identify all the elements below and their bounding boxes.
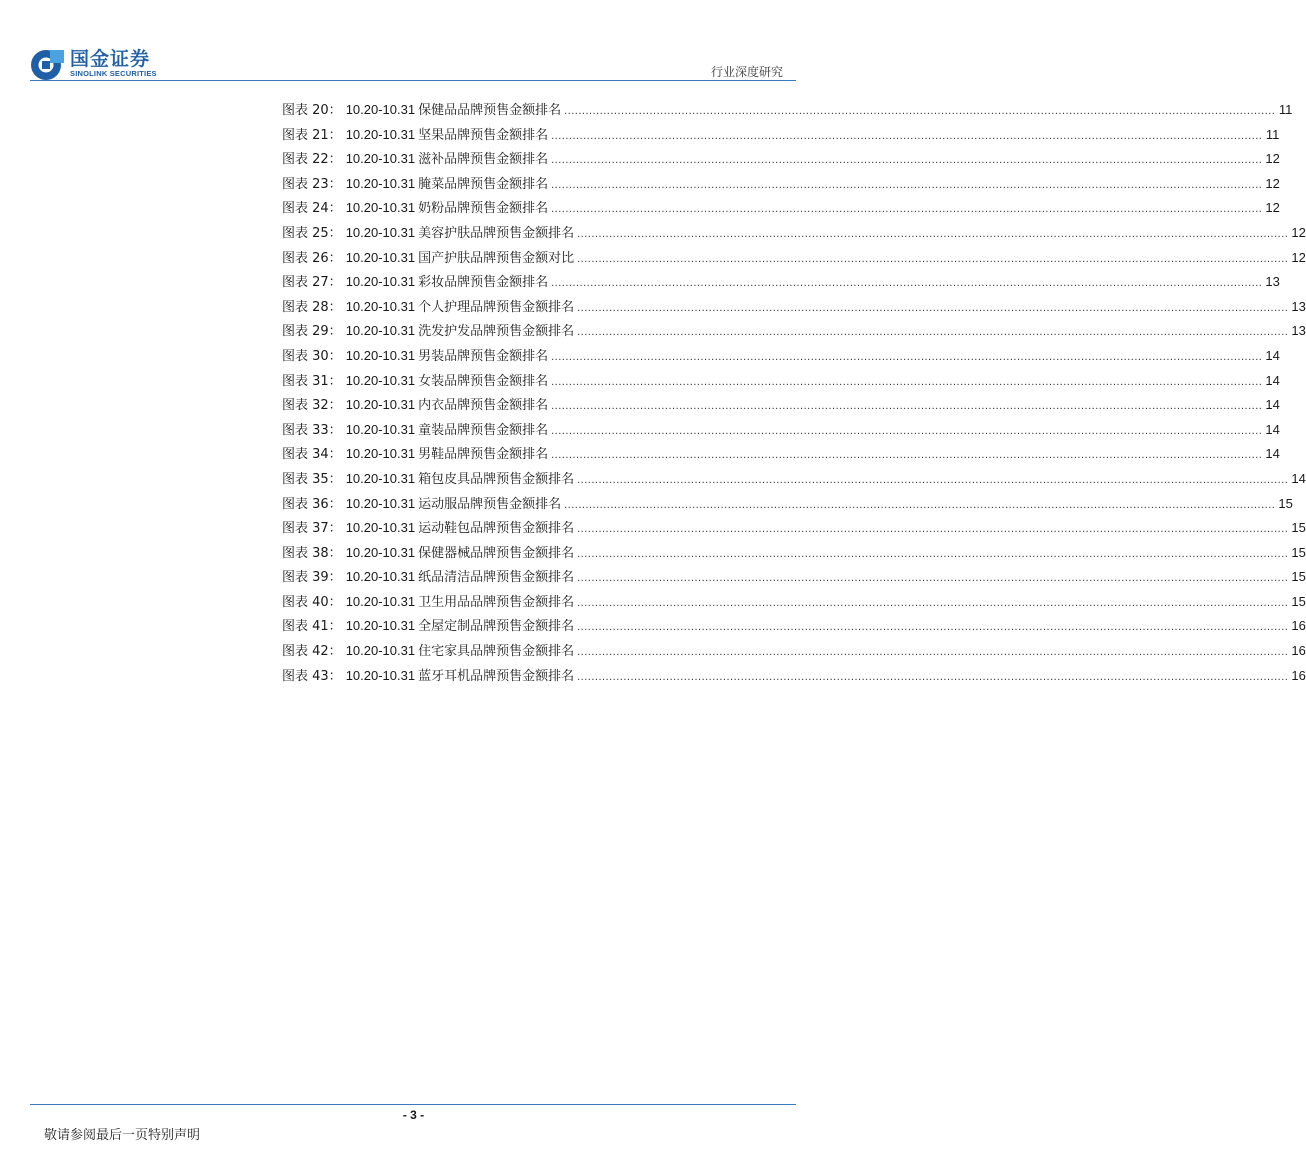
toc-entry[interactable] [282,147,1280,172]
toc-entry-page-number: 11 [1265,126,1280,142]
toc-entry-label: 图表 39： [282,570,342,586]
toc-entry-label: 图表 33： [282,422,342,438]
toc-entry-date-range: 10.20-10.31 [345,520,416,536]
page-number: - 3 - [402,1108,425,1122]
toc-entry-date-range: 10.20-10.31 [345,274,416,290]
toc-entry-title: 纸品清洁品牌预售金额排名 [418,570,575,586]
toc-entry-date-range: 10.20-10.31 [345,126,416,142]
toc-entry-page-number: 13 [1265,274,1280,290]
brand-name-en: SINOLINK SECURITIES [70,69,157,78]
toc-entry-page-number: 15 [1291,520,1306,536]
toc-entry-page-number: 12 [1265,200,1280,216]
toc-entry[interactable] [282,639,1306,664]
toc-entry-date-range: 10.20-10.31 [345,446,416,462]
toc-entry-title: 内衣品牌预售金额排名 [418,398,549,414]
toc-entry-date-range: 10.20-10.31 [345,470,416,486]
toc-entry-label: 图表 20： [282,103,342,118]
toc-entry[interactable] [282,492,1293,517]
toc-entry-page-number: 15 [1291,544,1306,560]
toc-entry-title: 运动服品牌预售金额排名 [418,496,562,512]
toc-entry-label: 图表 36： [282,496,342,512]
brand-name-cn: 国金证券 [70,48,151,70]
disclaimer: 敬请参阅最后一页特别声明 [44,1128,201,1143]
toc-entry-date-range: 10.20-10.31 [345,323,416,339]
toc-entry-label: 图表 34： [282,447,342,463]
toc-entry-date-range: 10.20-10.31 [345,372,416,388]
toc-entry-label: 图表 21： [282,127,342,143]
toc-entry-label: 图表 35： [282,471,342,487]
toc-dot-leader: ........................................................................................................................................................................................................ [577,523,1289,536]
toc-entry-title: 腌菜品牌预售金额排名 [418,176,549,192]
toc-entry-label: 图表 30： [282,348,342,364]
toc-entry[interactable] [282,196,1280,221]
toc-entry[interactable] [282,295,1306,320]
toc-entry-date-range: 10.20-10.31 [345,667,416,683]
toc-entry-label: 图表 32： [282,398,342,414]
toc-entry-page-number: 16 [1291,618,1306,634]
toc-dot-leader: ........................................................................................................................................................................................................ [551,277,1263,290]
toc-entry-title: 彩妆品牌预售金额排名 [418,275,549,291]
toc-entry-label: 图表 26： [282,250,342,266]
toc-entry-date-range: 10.20-10.31 [345,618,416,634]
toc-entry-date-range: 10.20-10.31 [345,224,416,240]
toc-entry-label: 图表 29： [282,324,342,340]
toc-entry-title: 奶粉品牌预售金额排名 [418,201,549,217]
toc-entry-page-number: 15 [1291,569,1306,585]
toc-dot-leader: ........................................................................................................................................................................................................ [577,473,1289,486]
toc-entry-title: 美容护肤品牌预售金额排名 [418,225,575,241]
toc-entry-date-range: 10.20-10.31 [345,102,416,117]
toc-entry-page-number: 14 [1265,446,1280,462]
toc-entry-date-range: 10.20-10.31 [345,643,416,659]
page-header [0,0,827,80]
sinolink-logo-icon [30,48,66,81]
toc-entry-title: 全屋定制品牌预售金额排名 [418,619,575,635]
toc-entry-page-number: 15 [1278,495,1293,511]
toc-entry-date-range: 10.20-10.31 [345,397,416,413]
toc-entry-label: 图表 31： [282,373,342,389]
toc-entry-date-range: 10.20-10.31 [345,347,416,363]
toc-entry-page-number: 14 [1265,347,1280,363]
toc-entry[interactable] [282,369,1280,394]
toc-entry-title: 卫生用品品牌预售金额排名 [418,594,575,610]
toc-entry[interactable] [282,344,1280,369]
toc-entry-date-range: 10.20-10.31 [345,569,416,585]
toc-dot-leader: ........................................................................................................................................................................................................ [577,670,1289,683]
toc-entry-label: 图表 24： [282,201,342,217]
toc-dot-leader: ........................................................................................................................................................................................................ [551,154,1263,167]
toc-entry-label: 图表 23： [282,176,342,192]
toc-entry[interactable] [282,319,1306,344]
toc-dot-leader: ........................................................................................................................................................................................................ [577,547,1289,560]
toc-entry-page-number: 15 [1291,593,1306,609]
toc-entry-title: 保健品品牌预售金额排名 [418,103,562,118]
toc-dot-leader: ........................................................................................................................................................................................................ [551,350,1263,363]
toc-entry-label: 图表 42： [282,644,342,660]
toc-entry[interactable] [282,98,1293,123]
toc-entry[interactable] [282,467,1306,492]
toc-entry[interactable] [282,614,1306,639]
figure-list [282,98,1306,688]
toc-entry-page-number: 12 [1291,249,1306,265]
toc-entry-label: 图表 27： [282,275,342,291]
toc-entry-page-number: 12 [1291,224,1306,240]
toc-entry-page-number: 12 [1265,175,1280,191]
toc-dot-leader: ........................................................................................................................................................................................................ [577,621,1289,634]
toc-entry-page-number: 14 [1291,470,1306,486]
toc-entry-date-range: 10.20-10.31 [345,421,416,437]
toc-entry-title: 箱包皮具品牌预售金额排名 [418,471,575,487]
toc-entry-title: 国产护肤品牌预售金额对比 [418,250,575,266]
toc-entry-page-number: 14 [1265,397,1280,413]
toc-dot-leader: ........................................................................................................................................................................................................ [551,400,1263,413]
toc-dot-leader: ........................................................................................................................................................................................................ [551,424,1263,437]
toc-dot-leader: ........................................................................................................................................................................................................ [577,252,1289,265]
toc-entry-title: 童装品牌预售金额排名 [418,422,549,438]
toc-entry-label: 图表 43： [282,668,342,684]
toc-dot-leader: ........................................................................................................................................................................................................ [577,646,1289,659]
toc-entry-date-range: 10.20-10.31 [345,249,416,265]
toc-entry-title: 蓝牙耳机品牌预售金额排名 [418,668,575,684]
toc-entry-label: 图表 38： [282,545,342,561]
toc-entry-title: 保健器械品牌预售金额排名 [418,545,575,561]
toc-entry-page-number: 12 [1265,151,1280,167]
toc-entry-page-number: 16 [1291,643,1306,659]
toc-entry-date-range: 10.20-10.31 [345,151,416,167]
toc-entry-label: 图表 28： [282,299,342,315]
toc-entry-title: 滋补品牌预售金额排名 [418,152,549,168]
toc-entry[interactable] [282,172,1280,197]
toc-entry-date-range: 10.20-10.31 [345,544,416,560]
toc-entry-date-range: 10.20-10.31 [345,298,416,314]
toc-dot-leader: ........................................................................................................................................................................................................ [551,129,1263,142]
toc-entry-date-range: 10.20-10.31 [345,495,416,511]
toc-dot-leader: ........................................................................................................................................................................................................ [551,449,1263,462]
toc-entry-date-range: 10.20-10.31 [345,593,416,609]
toc-entry[interactable] [282,565,1306,590]
toc-dot-leader: ........................................................................................................................................................................................................ [551,178,1263,191]
toc-entry-page-number: 14 [1265,372,1280,388]
footer-divider [30,1104,796,1105]
toc-entry[interactable] [282,418,1280,443]
header-divider [30,80,796,81]
toc-entry-page-number: 11 [1278,102,1293,117]
toc-entry-title: 男装品牌预售金额排名 [418,348,549,364]
toc-entry-page-number: 13 [1291,323,1306,339]
toc-entry[interactable] [282,123,1280,148]
toc-dot-leader: ........................................................................................................................................................................................................ [577,227,1289,240]
toc-entry-label: 图表 37： [282,521,342,537]
toc-entry[interactable] [282,221,1306,246]
toc-entry-title: 运动鞋包品牌预售金额排名 [418,521,575,537]
toc-entry-label: 图表 40： [282,594,342,610]
toc-entry-label: 图表 25： [282,225,342,241]
toc-entry-title: 洗发护发品牌预售金额排名 [418,324,575,340]
toc-entry-title: 个人护理品牌预售金额排名 [418,299,575,315]
toc-dot-leader: ........................................................................................................................................................................................................ [577,572,1289,585]
toc-entry-page-number: 14 [1265,421,1280,437]
toc-entry-title: 住宅家具品牌预售金额排名 [418,644,575,660]
toc-entry[interactable] [282,442,1280,467]
toc-dot-leader: ........................................................................................................................................................................................................ [564,498,1276,511]
toc-dot-leader: ........................................................................................................................................................................................................ [577,596,1289,609]
toc-entry-label: 图表 22： [282,152,342,168]
toc-entry[interactable] [282,393,1280,418]
toc-dot-leader: ........................................................................................................................................................................................................ [551,203,1263,216]
toc-dot-leader: ........................................................................................................................................................................................................ [577,301,1289,314]
report-type: 行业深度研究 [710,65,783,79]
toc-entry-label: 图表 41： [282,619,342,635]
toc-entry-date-range: 10.20-10.31 [345,175,416,191]
toc-entry[interactable] [282,664,1306,689]
toc-entry[interactable] [282,516,1306,541]
toc-entry-page-number: 16 [1291,667,1306,683]
toc-entry[interactable] [282,246,1306,271]
toc-entry[interactable] [282,590,1306,615]
toc-entry-page-number: 13 [1291,298,1306,314]
toc-entry-title: 女装品牌预售金额排名 [418,373,549,389]
toc-entry-title: 坚果品牌预售金额排名 [418,127,549,143]
toc-dot-leader: ........................................................................................................................................................................................................ [551,375,1263,388]
toc-entry[interactable] [282,270,1280,295]
toc-entry-title: 男鞋品牌预售金额排名 [418,447,549,463]
toc-entry-date-range: 10.20-10.31 [345,200,416,216]
toc-entry[interactable] [282,541,1306,566]
toc-dot-leader: ........................................................................................................................................................................................................ [577,326,1289,339]
toc-dot-leader: ........................................................................................................................................................................................................ [564,105,1276,117]
